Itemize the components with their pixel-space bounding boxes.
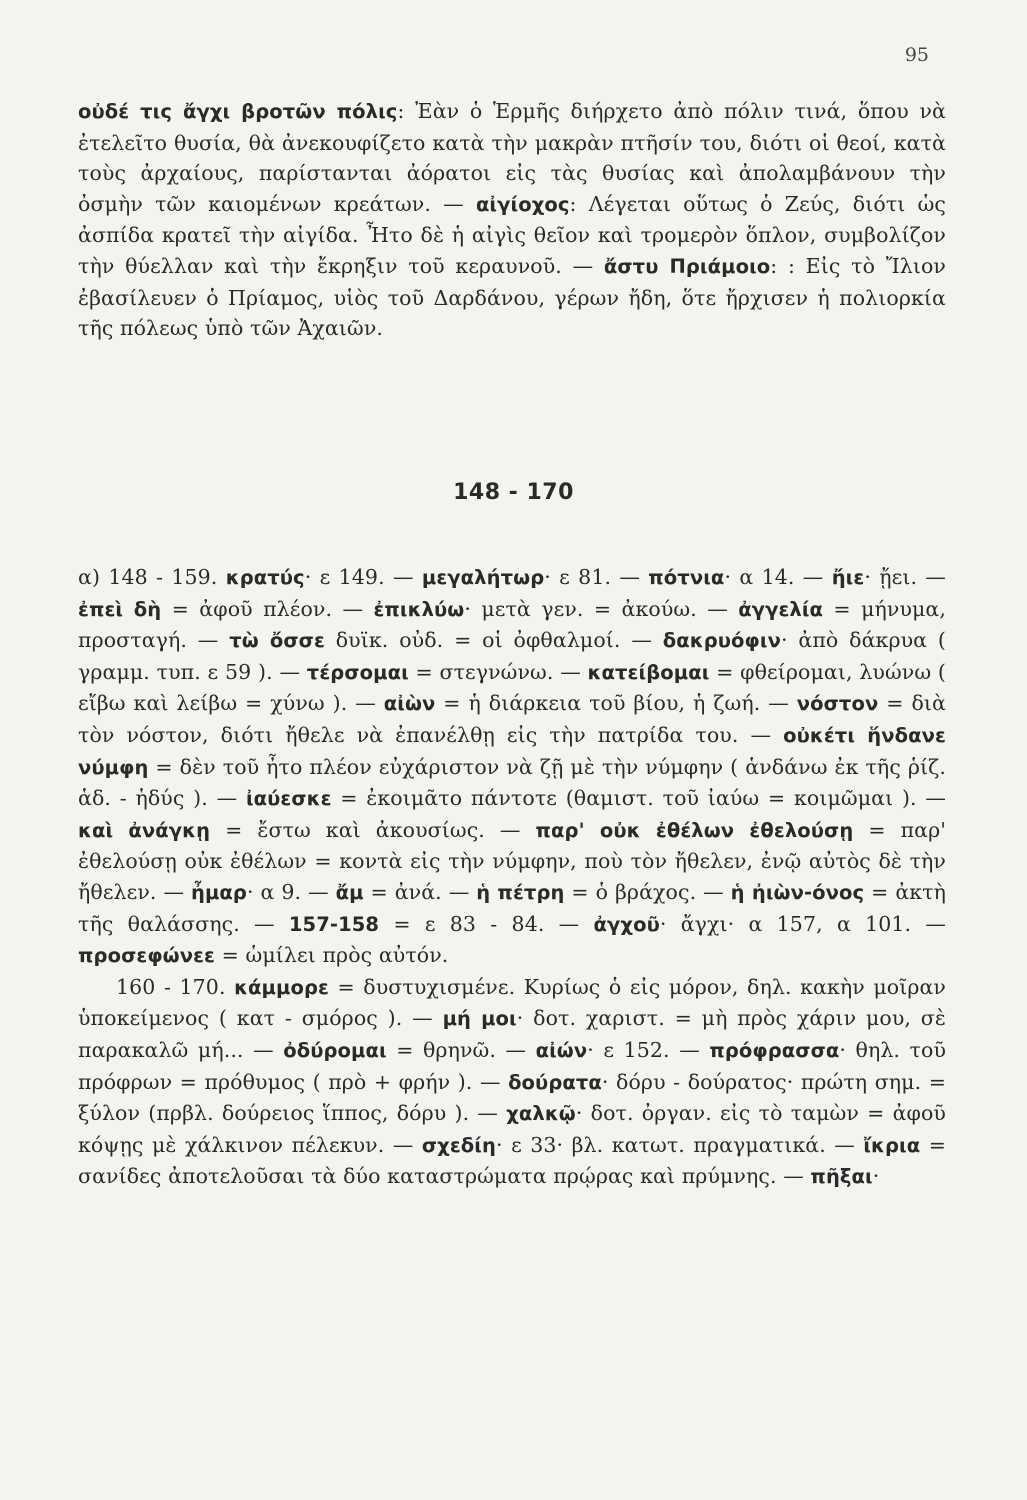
gloss-text: = θρηνῶ. — xyxy=(386,1037,536,1062)
lemma: μή μοι xyxy=(442,1007,517,1031)
gloss-text: : Λέγεται οὕτως ὁ Ζεύς, διότι ὡς ἀσπίδα κρατεῖ τὴν αἰγίδα. Ἦτο δὲ ἡ αἰγὶς θεῖον καὶ τρομερὸν ὅπλον, συμβολίζον τὴν θύελλαν καὶ τὴν ἔκρηξιν τοῦ κεραυνοῦ. — xyxy=(78,191,946,278)
lemma: μεγαλήτωρ xyxy=(421,566,545,589)
gloss-text: · δοτ. χαριστ. = μὴ πρὸς χάριν μου, σὲ παρακαλῶ μή... — xyxy=(78,1006,947,1062)
lemma: προσεφώνεε xyxy=(78,944,216,968)
lemma: 157-158 xyxy=(288,912,380,936)
commentary-top xyxy=(78,96,946,344)
lemma: αἰών xyxy=(535,1038,588,1062)
gloss-text: = ἐκοιμᾶτο πάντοτε (θαμιστ. τοῦ ἰαύω = κοιμῶμαι ). — xyxy=(331,786,946,811)
gloss-text: α) 148 - 159. xyxy=(78,565,226,589)
gloss-text: = σανίδες ἀποτελοῦσαι τὰ δύο καταστρώματα πρῴρας καὶ πρύμνης. — xyxy=(78,1132,946,1189)
gloss-text: : Ἐὰν ὁ Ἑρμῆς διήρχετο ἀπὸ πόλιν τινά, ὅπου νὰ ἐτελεῖτο θυσία, θὰ ἀνεκουφίζετο κατὰ τὴν μακρὰν πτῆσίν του, διότι οἱ θεοί, κατὰ τοὺς ἀρχαίους, παρίστανται ἀόρατοι εἰς τὰς θυσίας καὶ ἀπολαμβάνουν τὴν ὀσμὴν τῶν καιομένων κρεάτων. — xyxy=(78,99,946,216)
gloss-text: · θηλ. τοῦ πρόφρων = πρόθυμος ( πρὸ + φρήν ). — xyxy=(78,1037,947,1094)
gloss-text: · ε 152. — xyxy=(587,1037,710,1062)
lemma: οὐδέ τις ἄγχι βροτῶν πόλις xyxy=(78,100,398,123)
lemma: κρατύς xyxy=(225,566,305,589)
lemma: σχεδίη xyxy=(421,1133,496,1157)
gloss-text: δυϊκ. οὐδ. = οἱ ὀφθαλμοί. — xyxy=(324,628,663,653)
lemma: αἰὼν xyxy=(383,692,436,716)
gloss-text: · α 9. — xyxy=(247,879,336,904)
lemma: ὀδύρομαι xyxy=(283,1038,387,1062)
lemma: πῆξαι xyxy=(810,1165,873,1189)
gloss-text: · ε 81. — xyxy=(544,565,649,589)
gloss-text: · δοτ. ὀργαν. εἰς τὸ ταμὼν = ἀφοῦ κόψῃς μὲ χάλκινον πέλεκυν. — xyxy=(78,1101,946,1157)
gloss-text: = δὲν τοῦ ἦτο πλέον εὐχάριστον νὰ ζῇ μὲ τὴν νύμφην ( ἁνδάνω ἐκ τῆς ῥίζ. ἁδ. - ἡδύς ). — xyxy=(78,754,946,811)
lemma: αἰγίοχος xyxy=(475,192,570,216)
gloss-text: = ὡμίλει πρὸς αὐτόν. xyxy=(215,943,449,968)
paragraph-b xyxy=(78,972,946,1193)
gloss-text: = φθείρομαι, λυώνω ( εἴβω καὶ λείβω = χύνω ). — xyxy=(78,659,946,716)
gloss-text: · μετὰ γεν. = ἀκούω. — xyxy=(464,596,739,621)
lemma: πρόφρασσα xyxy=(709,1038,840,1062)
lemma: ἀγγελία xyxy=(738,597,824,621)
gloss-text: · α 14. — xyxy=(724,565,832,589)
lemma: κατείβομαι xyxy=(587,660,710,684)
gloss-text: = ἀκτὴ τῆς θαλάσσης. — xyxy=(78,879,946,936)
gloss-text: = ἀνά. — xyxy=(363,879,477,904)
lemma: ἐπεὶ δὴ xyxy=(78,597,162,621)
gloss-text: = ἀφοῦ πλέον. — xyxy=(161,596,374,621)
lemma: ἰαύεσκε xyxy=(245,787,332,811)
gloss-text: = δυστυχισμένε. Κυρίως ὁ εἰς μόρον, δηλ. κακὴν μοῖραν ὑποκείμενος ( κατ - σμόρος ). — xyxy=(78,974,946,1031)
gloss-text: · δόρυ - δούρατος· πρώτη σημ. = ξύλον (πρβλ. δούρειος ἵππος, δόρυ ). — xyxy=(78,1069,947,1126)
gloss-text: = μήνυμα, προσταγή. — xyxy=(78,596,946,653)
gloss-text: · ἀπὸ δάκρυα ( γραμμ. τυπ. ε 59 ). — xyxy=(78,628,947,684)
gloss-text: = ἡ διάρκεια τοῦ βίου, ἡ ζωή. — xyxy=(435,691,797,716)
paragraph-a xyxy=(78,562,946,972)
lemma: ἐπικλύω xyxy=(373,597,465,621)
gloss-text: 160 - 170. xyxy=(116,974,235,999)
lemma: ἦμαρ xyxy=(191,880,247,904)
commentary-bottom xyxy=(78,562,946,1193)
lemma: τὼ ὄσσε xyxy=(229,629,325,653)
lemma: ἤιε xyxy=(831,566,865,589)
lemma: οὐκέτι ἥνδανε νύμφη xyxy=(78,723,947,779)
gloss-text: = στεγνώνω. — xyxy=(408,659,588,684)
gloss-text: · xyxy=(872,1164,880,1189)
gloss-text: · ἄγχι· α 157, α 101. — xyxy=(659,911,946,936)
gloss-text: · ε 33· βλ. κατωτ. πραγματικά. — xyxy=(495,1132,864,1157)
lemma: τέρσομαι xyxy=(306,660,409,684)
gloss-text: = παρ' ἐθελούσῃ οὐκ ἐθέλων = κοντὰ εἰς τὴν νύμφην, ποὺ τὸν ἤθελεν, ἐνῷ αὐτὸς δὲ τὴν ἤθελεν. — xyxy=(78,817,946,904)
page-number: 95 xyxy=(904,44,929,66)
lemma: πότνια xyxy=(648,566,725,589)
gloss-text: = διὰ τὸν νόστον, διότι ἤθελε νὰ ἐπανέλθῃ εἰς τὴν πατρίδα του. — xyxy=(78,691,946,747)
gloss-text: = ε 83 - 84. — xyxy=(379,911,594,936)
section-heading: 148 - 170 xyxy=(453,480,574,505)
gloss-text: = ὁ βράχος. — xyxy=(564,879,731,904)
lemma: ἡ ἠιὼν-όνος xyxy=(730,880,865,904)
lemma: ἄμ xyxy=(335,880,364,904)
lemma: ἀγχοῦ xyxy=(593,912,660,936)
lemma: ἡ πέτρη xyxy=(476,880,565,904)
lemma: ἄστυ Πριάμοιο xyxy=(603,254,771,278)
lemma: χαλκῷ xyxy=(506,1102,576,1126)
lemma: ἴκρια xyxy=(863,1133,921,1157)
gloss-text: · ε 149. — xyxy=(304,565,422,589)
lemma: δακρυόφιν xyxy=(662,629,781,653)
paragraph-top xyxy=(78,96,946,344)
lemma: καὶ ἀνάγκῃ xyxy=(78,818,211,842)
lemma: νόστον xyxy=(796,692,879,716)
gloss-text: · ᾔει. — xyxy=(864,565,946,589)
lemma: κάμμορε xyxy=(234,975,329,999)
lemma: παρ' οὐκ ἐθέλων ἐθελούσῃ xyxy=(535,818,854,842)
lemma: δούρατα xyxy=(508,1070,602,1094)
gloss-text: = ἔστω καὶ ἀκουσίως. — xyxy=(210,817,536,842)
gloss-text: : : Εἰς τὸ Ἴλιον ἐβασίλευεν ὁ Πρίαμος, υἱὸς τοῦ Δαρδάνου, γέρων ἤδη, ὅτε ἤρχισεν ἡ πολιορκία τῆς πόλεως ὑπὸ τῶν Ἀχαιῶν. xyxy=(78,253,946,341)
